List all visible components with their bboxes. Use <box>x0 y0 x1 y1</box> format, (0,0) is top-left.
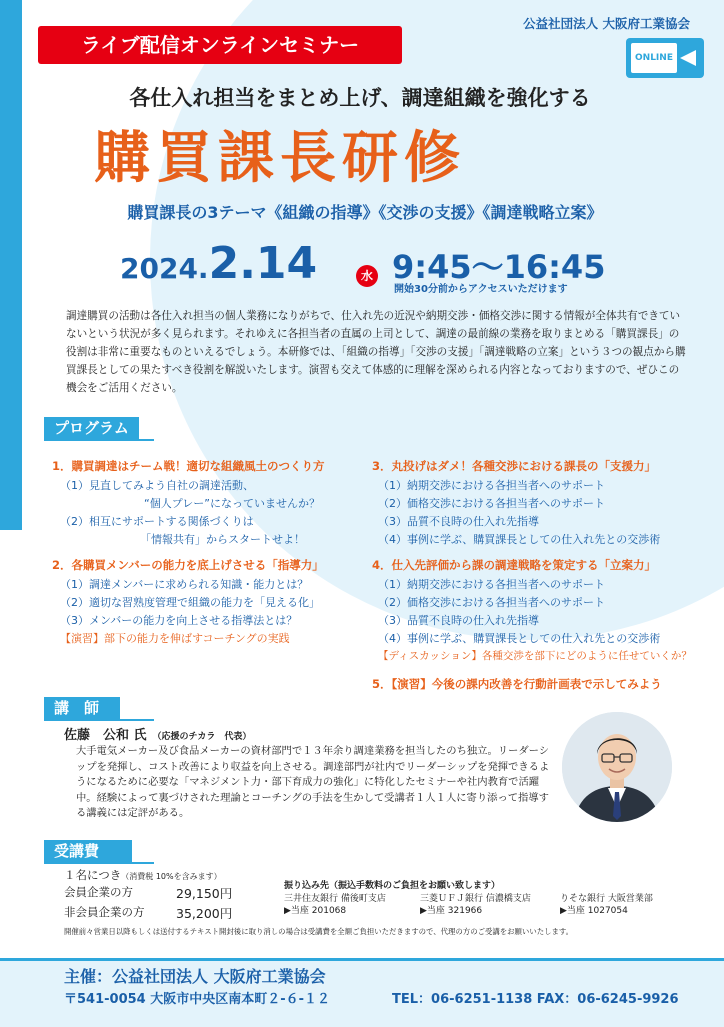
lecturer-name: 佐藤 公和 氏 <box>64 728 147 743</box>
bank2-account: ▶当座 321966 <box>420 906 483 916</box>
date-month-day: 2.14 <box>208 238 318 289</box>
program-item: （2）価格交渉における各担当者へのサポート <box>378 596 605 609</box>
program-section-2-title: 2．各購買メンバーの能力を底上げさせる「指導力」 <box>52 558 324 572</box>
program-item: （4）事例に学ぶ、購買課長としての仕入れ先との交渉術 <box>378 632 661 645</box>
member-fee-price: 29,150円 <box>176 886 233 901</box>
tax-note: （消費税 10%を含みます） <box>121 872 222 881</box>
footer-address: 〒541-0054 大阪市中央区南本町２-６-１２ <box>64 992 331 1007</box>
intro-paragraph: 調達購買の活動は各仕入れ担当の個人業務になりがちで、仕入れ先の近況や納期交渉・価格交渉に関する情報が全体共有できていないという状況が多く見られます。それゆえに各担当者の直属の上司として、調達の最前線の業務を取りまとめる「購買課長」の役割は非常に重要なものといえるでしょう。本研修では、「組織の指導」「交渉の支援」「調達戦略の立案」という３つの観点から購買課長としての果たすべき役割を解説いたします。演習も交えて体感的に理解を深められる内容となっておりますので、ぜひこの機会をご活用ください。 <box>66 310 686 394</box>
program-item: （3）品質不良時の仕入れ先指導 <box>378 515 539 528</box>
program-item: （1）見直してみよう自社の調達活動、 <box>60 479 254 492</box>
seminar-date <box>120 238 317 289</box>
program-discussion-note: 【ディスカッション】各種交渉を部下にどのように任せていくか？ <box>378 650 692 662</box>
left-accent-bar <box>0 0 22 530</box>
camera-icon <box>680 50 696 66</box>
program-section-4-title: 4．仕入先評価から課の調達戦略を策定する「立案力」 <box>372 558 656 572</box>
lecturer-photo <box>562 712 672 822</box>
cancellation-notice: 開催前々営業日以降もしくは送付するテキスト開封後に取り消しの場合は受講費を全額ご負担いただきますので、代理の方のご受講をお願いいたします。 <box>64 927 574 936</box>
seminar-time: 9:45～16:45 <box>392 248 606 286</box>
live-seminar-badge: ライブ配信オンラインセミナー <box>38 26 402 64</box>
per-person-label: １名につき <box>64 868 122 882</box>
seminar-subtitle: 各仕入れ担当をまとめ上げ、調達組織を強化する <box>129 86 591 110</box>
program-item: 「情報共有」からスタートせよ！ <box>140 533 305 546</box>
fee-heading: 受講費 <box>44 840 132 862</box>
program-item: “個人プレー”になっていませんか？ <box>144 497 320 510</box>
date-year: 2024. <box>120 252 209 285</box>
bank1-name: 三井住友銀行 備後町支店 <box>284 894 386 904</box>
program-section-1-title: 1．購買調達はチーム戦！適切な組織風土のつくり方 <box>52 459 325 473</box>
header-organization: 公益社団法人 大阪府工業協会 <box>523 16 690 31</box>
bank3-name: りそな銀行 大阪営業部 <box>560 894 653 904</box>
fee-per-person <box>64 867 222 883</box>
weekday-badge: 水 <box>356 265 378 287</box>
footer-contact: TEL：06-6251-1138 FAX：06-6245-9926 <box>392 992 679 1007</box>
program-item: （4）事例に学ぶ、購買課長としての仕入れ先との交渉術 <box>378 533 661 546</box>
bank1-account: ▶当座 201068 <box>284 906 347 916</box>
lecturer-name-line <box>64 724 251 743</box>
program-item: （2）適切な習熟度管理で組織の能力を「見える化」 <box>60 596 320 609</box>
program-item: （1）調達メンバーに求められる知識・能力とは？ <box>60 578 309 591</box>
lecturer-bio: 大手電気メーカー及び食品メーカーの資材部門で１３年余り調達業務を担当したのち独立。リーダーシップを発揮し、コスト改善により収益を向上させる。調達部門が社内でリーダーシップを発揮できるようになるために必要な「マネジメント力・部下育成力の強化」に特化したセミナーや社内教育で活躍中。経験によって裏づけされた理論とコーチングの手法を生かして受講者１人１人に寄り添って指導する講義には定評がある。 <box>76 745 550 819</box>
program-item: （3）品質不良時の仕入れ先指導 <box>378 614 539 627</box>
lecturer-underline <box>44 719 154 721</box>
access-note: 開始30分前からアクセスいただけます <box>394 284 568 295</box>
bank2-name: 三菱ＵＦＪ銀行 信濃橋支店 <box>420 894 531 904</box>
bank3-account: ▶当座 1027054 <box>560 906 628 916</box>
program-section-3-title: 3．丸投げはダメ！各種交渉における課長の「支援力」 <box>372 459 656 473</box>
lecturer-role: （応援のチカラ 代表） <box>152 732 252 742</box>
online-icon <box>626 38 704 78</box>
program-section-5-title: 5．【演習】今後の課内改善を行動計画表で示してみよう <box>372 677 662 691</box>
program-item: （1）納期交渉における各担当者へのサポート <box>378 578 605 591</box>
program-item: （1）納期交渉における各担当者へのサポート <box>378 479 605 492</box>
program-exercise-note: 【演習】部下の能力を伸ばすコーチングの実践 <box>60 632 290 645</box>
program-item: （3）メンバーの能力を向上させる指導法とは？ <box>60 614 298 627</box>
nonmember-fee-price: 35,200円 <box>176 906 233 921</box>
lecturer-heading: 講 師 <box>44 697 120 719</box>
fee-underline <box>44 862 154 864</box>
program-item: （2）価格交渉における各担当者へのサポート <box>378 497 605 510</box>
seminar-themes: 購買課長の3テーマ《組織の指導》《交渉の支援》《調達戦略立案》 <box>127 203 603 222</box>
portrait-illustration <box>562 712 672 822</box>
member-fee-label: 会員企業の方 <box>64 885 133 899</box>
program-heading: プログラム <box>44 417 139 439</box>
nonmember-fee-label: 非会員企業の方 <box>64 905 145 919</box>
program-item: （2）相互にサポートする関係づくりは <box>60 515 254 528</box>
program-underline <box>44 439 154 441</box>
seminar-title: 購買課長研修 <box>94 126 466 191</box>
transfer-title: 振り込み先（振込手数料のご負担をお願い致します） <box>284 881 501 891</box>
online-label: ONLINE <box>631 43 677 73</box>
footer-organizer: 主催：公益社団法人 大阪府工業協会 <box>64 967 326 986</box>
